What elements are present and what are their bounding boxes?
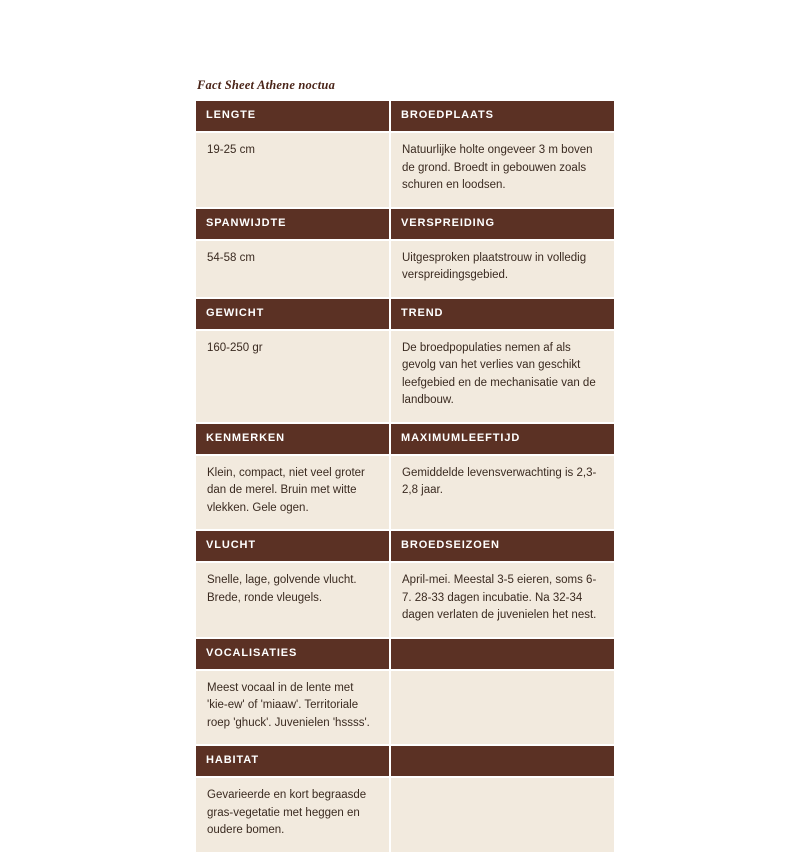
table-row: [196, 132, 614, 208]
row-value-trend: De broedpopulaties nemen af als gevolg van het verlies van geschikt leefgebied en de mechanisatie van de landbouw.: [390, 330, 614, 423]
table-row: [196, 745, 614, 777]
table-row: [196, 208, 614, 240]
table-row: [196, 330, 614, 423]
table-row: [196, 562, 614, 638]
row-value-verspreiding: Uitgesproken plaatstrouw in volledig verspreidingsgebied.: [390, 240, 614, 298]
row-header-empty-2: [390, 745, 614, 777]
table-row: [196, 530, 614, 562]
row-value-empty-2: [390, 777, 614, 853]
row-value-vlucht: Snelle, lage, golvende vlucht. Brede, ronde vleugels.: [196, 562, 390, 638]
row-value-broedseizoen: April-mei. Meestal 3-5 eieren, soms 6-7. 28-33 dagen incubatie. Na 32-34 dagen verlaten de juvenielen het nest.: [390, 562, 614, 638]
table-row: [196, 240, 614, 298]
table-row: [196, 423, 614, 455]
row-value-habitat: Gevarieerde en kort begraasde gras-vegetatie met heggen en oudere bomen.: [196, 777, 390, 853]
row-header-lengte: LENGTE: [196, 101, 390, 132]
row-header-gewicht: GEWICHT: [196, 298, 390, 330]
row-value-lengte: 19-25 cm: [196, 132, 390, 208]
table-row: [196, 455, 614, 531]
row-value-kenmerken: Klein, compact, niet veel groter dan de merel. Bruin met witte vlekken. Gele ogen.: [196, 455, 390, 531]
row-value-broedplaats: Natuurlijke holte ongeveer 3 m boven de grond. Broedt in gebouwen zoals schuren en loodsen.: [390, 132, 614, 208]
table-row: [196, 777, 614, 853]
row-header-vocalisaties: VOCALISATIES: [196, 638, 390, 670]
table-row: [196, 638, 614, 670]
row-header-vlucht: VLUCHT: [196, 530, 390, 562]
row-value-maximumleeftijd: Gemiddelde levensverwachting is 2,3-2,8 jaar.: [390, 455, 614, 531]
row-value-vocalisaties: Meest vocaal in de lente met 'kie-ew' of 'miaaw'. Territoriale roep 'ghuck'. Juvenielen 'hssss'.: [196, 670, 390, 746]
row-value-spanwijdte: 54-58 cm: [196, 240, 390, 298]
row-header-trend: TREND: [390, 298, 614, 330]
table-row: [196, 298, 614, 330]
table-row: [196, 670, 614, 746]
fact-sheet-title: Fact Sheet Athene noctua: [197, 78, 336, 92]
row-header-broedseizoen: BROEDSEIZOEN: [390, 530, 614, 562]
row-header-empty-1: [390, 638, 614, 670]
row-header-spanwijdte: SPANWIJDTE: [196, 208, 390, 240]
row-header-verspreiding: VERSPREIDING: [390, 208, 614, 240]
table-row: [196, 101, 614, 132]
page-number: 8: [196, 758, 203, 770]
row-value-gewicht: 160-250 gr: [196, 330, 390, 423]
fact-sheet: [196, 78, 614, 854]
row-header-maximumleeftijd: MAXIMUMLEEFTIJD: [390, 423, 614, 455]
row-header-habitat: HABITAT: [196, 745, 390, 777]
row-header-broedplaats: BROEDPLAATS: [390, 101, 614, 132]
fact-sheet-table: [196, 101, 614, 854]
row-value-empty-1: [390, 670, 614, 746]
row-header-kenmerken: KENMERKEN: [196, 423, 390, 455]
